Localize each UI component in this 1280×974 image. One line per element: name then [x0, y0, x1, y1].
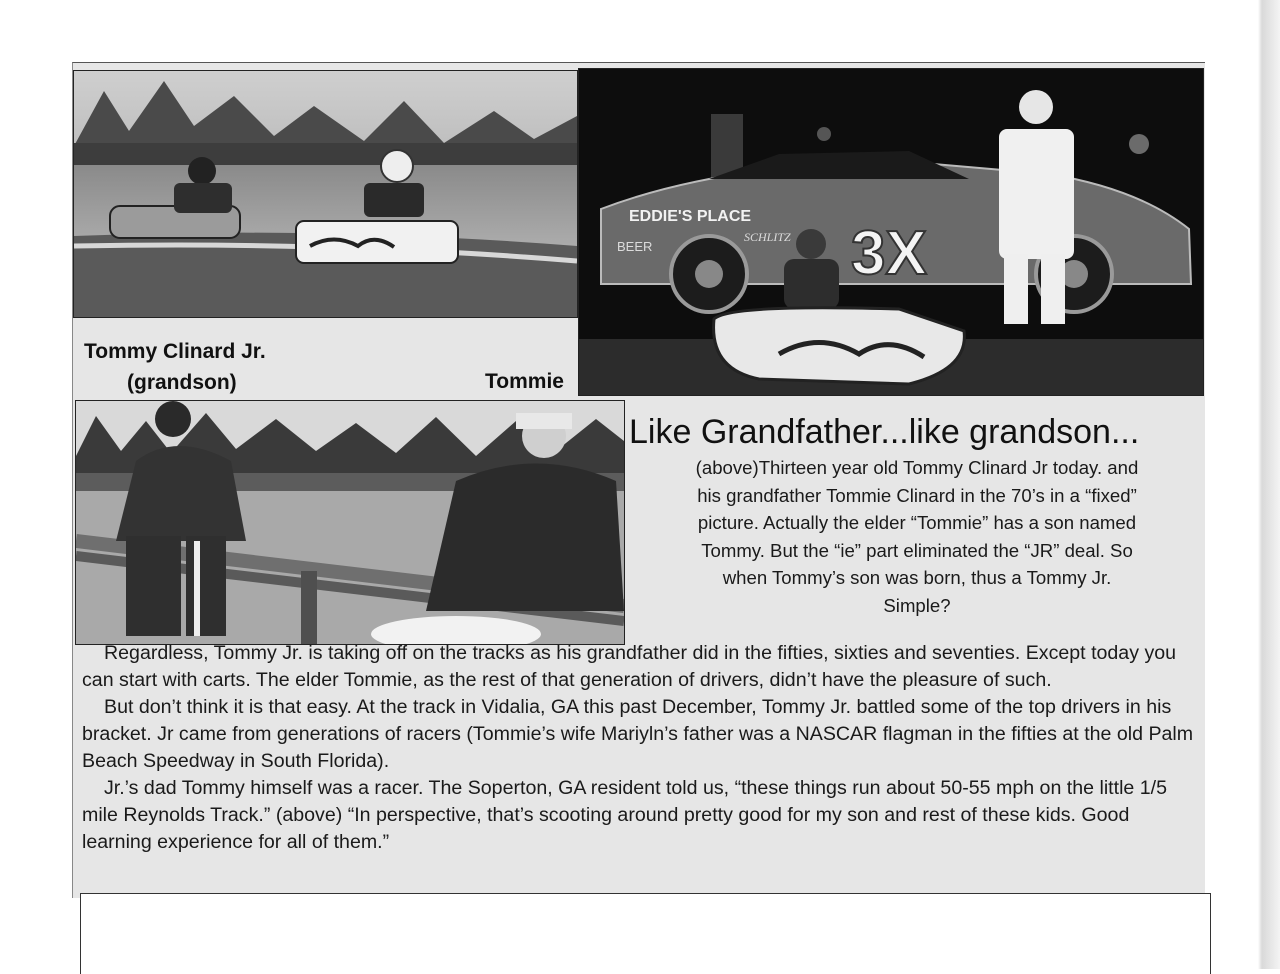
grandfather-caption: Tommie — [485, 370, 564, 393]
body-paragraph: Jr.’s dad Tommy himself was a racer. The Soperton, GA resident told us, “these things run about 50-55 mph on the little 1/5 mile Reynolds Track.” (above) “In perspective, that’s scooting around pretty good for my son and rest of these kids. Good learning experience for all of them.” — [82, 777, 1167, 853]
fence-portrait-image — [76, 401, 624, 644]
intro-line: his grandfather Tommie Clinard in the 70’s in a “fixed” — [697, 484, 1137, 506]
grandson-caption-role: (grandson) — [127, 371, 237, 394]
bottom-box — [80, 893, 1211, 974]
intro-line: Tommy. But the “ie” part eliminated the “JR” deal. So — [701, 539, 1133, 561]
article-headline: Like Grandfather...like grandson... — [629, 413, 1140, 451]
article-body — [82, 640, 1202, 856]
body-paragraph: But don’t think it is that easy. At the track in Vidalia, GA this past December, Tommy Jr. battled some of the top drivers in his bracket. Jr came from generations of racers (Tommie’s wife Mariyln’s father was a NASCAR flagman in the fifties at the old Palm Beach Speedway in South Florida). — [82, 696, 1194, 772]
car-lettering-brand: SCHLITZ — [744, 230, 791, 244]
kart-racing-photo — [73, 70, 578, 318]
fence-portrait-photo — [75, 400, 625, 645]
body-paragraph: Regardless, Tommy Jr. is taking off on the tracks as his grandfather did in the fifties, sixties and seventies. Except today you can start with carts. The elder Tommie, as the rest of that generation of drivers, didn’t have the pleasure of such. — [82, 642, 1177, 691]
car-lettering-beer: BEER — [617, 239, 653, 254]
intro-line: when Tommy’s son was born, thus a Tommy Jr. — [722, 567, 1112, 588]
car-number: 3X — [851, 219, 927, 288]
intro-line: picture. Actually the elder “Tommie” has a son named — [697, 512, 1137, 533]
stock-car-photo — [578, 68, 1204, 396]
car-lettering-sponsor: EDDIE'S PLACE — [629, 208, 752, 225]
stock-car-image — [579, 69, 1203, 395]
intro-line: Simple? — [883, 594, 951, 616]
kart-racing-image — [74, 71, 577, 317]
grandson-caption-name: Tommy Clinard Jr. — [84, 340, 266, 363]
scan-page-edge — [1240, 0, 1280, 969]
intro-text — [632, 454, 1202, 619]
intro-line: (above)Thirteen year old Tommy Clinard Jr today. and — [695, 457, 1139, 478]
